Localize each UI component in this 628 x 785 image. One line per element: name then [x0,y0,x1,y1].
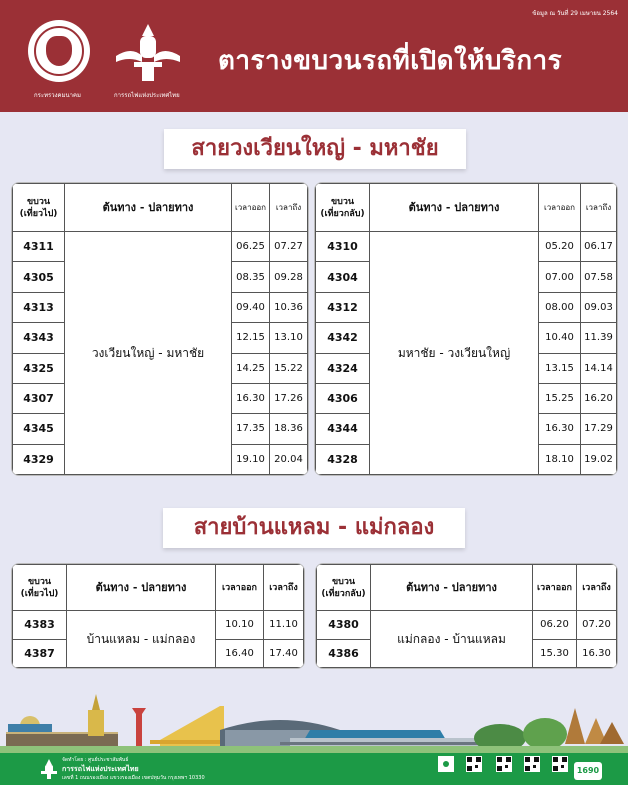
arrive-header: เวลาถึง [581,184,617,232]
train-number: 4324 [316,353,370,383]
footer-producer: จัดทำโดย : ศูนย์ประชาสัมพันธ์ [62,757,129,763]
arrive-time: 07.27 [270,232,308,262]
depart-time: 06.25 [232,232,270,262]
landmarks-illustration [0,690,628,755]
route-cell: บ้านแหลม - แม่กลอง [67,611,216,668]
hotline-number: 1690 [574,762,602,780]
route-cell: แม่กลอง - บ้านแหลม [371,611,533,668]
route-cell: มหาชัย - วงเวียนใหญ่ [370,232,539,475]
route-header: ต้นทาง - ปลายทาง [371,565,533,611]
train-header: ขบวน (เที่ยวไป) [13,565,67,611]
depart-time: 13.15 [539,353,581,383]
depart-header: เวลาออก [533,565,577,611]
train-number: 4305 [13,262,65,292]
train-number: 4328 [316,444,370,474]
train-number: 4304 [316,262,370,292]
page-title: ตารางขบวนรถที่เปิดให้บริการ [218,46,563,76]
depart-time: 15.25 [539,383,581,413]
train-number: 4344 [316,414,370,444]
timetable-banlaem-return [315,563,618,669]
depart-time: 10.40 [539,323,581,353]
arrive-time: 07.20 [577,611,617,640]
arrive-time: 10.36 [270,292,308,322]
train-number: 4313 [13,292,65,322]
arrive-time: 17.40 [264,639,304,668]
arrive-header: เวลาถึง [577,565,617,611]
qr-code-icon [496,756,512,772]
depart-header: เวลาออก [232,184,270,232]
train-number: 4343 [13,323,65,353]
arrive-time: 13.10 [270,323,308,353]
arrive-time: 15.22 [270,353,308,383]
timetable-banlaem-outbound [11,563,305,669]
arrive-time: 18.36 [270,414,308,444]
footer-address: เลขที่ 1 ถนนรองเมือง แขวงรองเมือง เขตปทุมวัน กรุงเทพฯ 10330 [62,775,205,781]
timetable-wongwian-outbound [11,182,309,476]
train-number: 4387 [13,639,67,668]
train-number: 4307 [13,383,65,413]
train-number: 4310 [316,232,370,262]
qr-code-icon [552,756,568,772]
depart-time: 08.00 [539,292,581,322]
qr-code-icon [466,756,482,772]
arrive-time: 19.02 [581,444,617,474]
route-header: ต้นทาง - ปลายทาง [65,184,232,232]
arrive-time: 11.39 [581,323,617,353]
footer-bar [0,753,628,785]
depart-time: 07.00 [539,262,581,292]
train-number: 4342 [316,323,370,353]
arrive-time: 16.30 [577,639,617,668]
badge-icon [438,756,454,772]
arrive-time: 14.14 [581,353,617,383]
arrive-time: 11.10 [264,611,304,640]
depart-time: 14.25 [232,353,270,383]
route-header: ต้นทาง - ปลายทาง [370,184,539,232]
depart-time: 16.30 [539,414,581,444]
arrive-time: 17.26 [270,383,308,413]
train-number: 4329 [13,444,65,474]
arrive-time: 09.28 [270,262,308,292]
depart-time: 16.40 [216,639,264,668]
header-banner [0,0,628,112]
arrive-header: เวลาถึง [270,184,308,232]
arrive-time: 07.58 [581,262,617,292]
section-title-ban-laem-mae-klong: สายบ้านแหลม - แม่กลอง [163,508,465,548]
route-cell: วงเวียนใหญ่ - มหาชัย [65,232,232,475]
arrive-time: 16.20 [581,383,617,413]
srt-emblem-icon [112,22,184,84]
train-number: 4312 [316,292,370,322]
depart-time: 17.35 [232,414,270,444]
ministry-seal-icon [28,20,90,82]
depart-time: 06.20 [533,611,577,640]
depart-time: 19.10 [232,444,270,474]
train-header: ขบวน (เที่ยวไป) [13,184,65,232]
depart-time: 12.15 [232,323,270,353]
train-header: ขบวน (เที่ยวกลับ) [316,184,370,232]
footer-organization: การรถไฟแห่งประเทศไทย [62,765,139,773]
arrive-time: 20.04 [270,444,308,474]
depart-header: เวลาออก [216,565,264,611]
srt-small-emblem-icon [40,759,58,779]
depart-time: 08.35 [232,262,270,292]
arrive-header: เวลาถึง [264,565,304,611]
depart-time: 18.10 [539,444,581,474]
depart-time: 10.10 [216,611,264,640]
arrive-time: 06.17 [581,232,617,262]
section-title-wongwian-yai-mahachai: สายวงเวียนใหญ่ - มหาชัย [164,129,466,169]
train-number: 4383 [13,611,67,640]
timetable-wongwian-return [314,182,618,476]
train-number: 4306 [316,383,370,413]
depart-time: 15.30 [533,639,577,668]
depart-header: เวลาออก [539,184,581,232]
ministry-caption: กระทรวงคมนาคม [34,92,81,99]
arrive-time: 17.29 [581,414,617,444]
srt-caption: การรถไฟแห่งประเทศไทย [114,92,180,99]
train-number: 4325 [13,353,65,383]
qr-code-icon [524,756,540,772]
train-number: 4380 [317,611,371,640]
route-header: ต้นทาง - ปลายทาง [67,565,216,611]
train-number: 4345 [13,414,65,444]
depart-time: 09.40 [232,292,270,322]
depart-time: 05.20 [539,232,581,262]
train-header: ขบวน (เที่ยวกลับ) [317,565,371,611]
train-number: 4311 [13,232,65,262]
arrive-time: 09.03 [581,292,617,322]
train-number: 4386 [317,639,371,668]
as-of-date: ข้อมูล ณ วันที่ 29 เมษายน 2564 [532,10,618,17]
depart-time: 16.30 [232,383,270,413]
